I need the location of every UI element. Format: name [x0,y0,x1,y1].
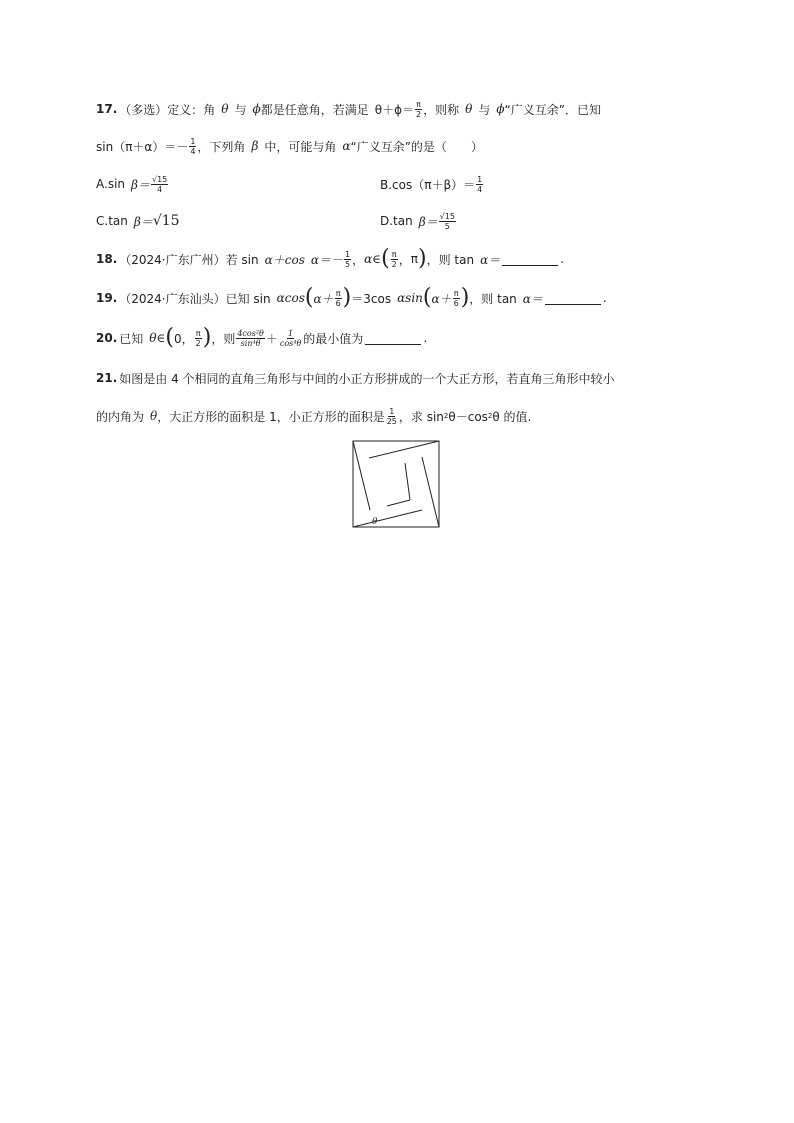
q21-number: 21. [96,371,118,385]
q21-theta: θ [150,409,158,423]
one-quarter-fraction: $\frac{1}{4}$ [477,174,483,194]
q20-period: . [423,331,428,345]
pi-over-6-fraction: $\frac{\pi}{6}$ [335,288,341,308]
q17-alpha: α [342,139,351,153]
q18-text: （2024·广东广州）若 sin [119,252,259,267]
q17-number: 17. [96,102,118,116]
option-d-expr: β＝ [418,214,438,229]
q17-condition: sin（π＋α）＝－ [96,139,189,154]
q18-expr: α＝－ [310,252,343,267]
option-c-expr: β＝ [133,214,153,229]
q18-pi: π [410,252,419,266]
option-b-label: B.cos（π＋β）＝ [380,177,476,192]
q17-option-b[interactable] [380,172,484,196]
q19-answer-blank[interactable] [545,292,601,305]
q20-fraction-2: $\frac{1}{\text{cos⁴θ}}$ [279,328,302,348]
q20-expr: 0， [173,331,194,346]
q19-line [96,286,607,310]
q18-comma: ， [398,252,411,267]
option-c-label: C.tan [96,214,128,228]
q17-text: 与 [234,102,247,117]
q17-option-c[interactable] [96,209,180,233]
q19-paren-open: ( [422,285,432,310]
q17-theta: θ [465,102,473,116]
q20-line [96,326,427,350]
q17-text: “广义互余”．已知 [504,102,601,117]
q17-phi: ϕ [252,102,261,116]
q19-paren-close: ) [342,285,352,310]
q21-text: ，大正方形的面积是 1，小正方形的面积是 [157,409,385,424]
q17-option-d[interactable] [380,209,457,233]
option-a-expr: β＝ [131,177,150,192]
q21-line2 [96,404,531,428]
q17-text: 与 [478,102,491,117]
q19-text: ，则 tan [469,291,517,306]
q20-expr: θ∈ [149,331,166,345]
option-a-label: A.sin [96,177,126,191]
q17-text: （多选）定义：角 [119,102,216,117]
q19-expr: ＝3cos [351,291,392,306]
q17-text: 中，可能与角 [264,139,337,154]
triangle-edge [369,441,439,458]
q17-line2 [96,134,483,158]
pi-over-2-fraction: $\frac{\pi}{2}$ [416,99,422,119]
q21-text: ，求 sin [398,409,444,424]
q21-sup: 2 [487,412,493,420]
q18-period: . [560,252,565,266]
pi-over-2-fraction: $\frac{\pi}{2}$ [391,249,397,269]
one-fifth-fraction: $\frac{1}{5}$ [344,249,351,269]
q19-paren-open: ( [304,285,314,310]
pi-over-2-fraction: $\frac{\pi}{2}$ [195,328,201,348]
q17-option-a[interactable] [96,172,169,196]
q17-text: “广义互余”的是（ [350,139,447,154]
q20-paren-close: ) [202,325,212,350]
q17-beta: β [251,139,259,153]
q18-paren-open: ( [381,246,390,271]
one-quarter-fraction: $\frac{1}{4}$ [190,136,196,156]
q20-plus: ＋ [265,331,278,346]
q20-answer-blank[interactable] [365,332,421,345]
q19-text: （2024·广东汕头）已知 sin [119,291,271,306]
sqrt15-over-5-fraction: $\frac{√15}{5}$ [439,211,455,231]
q20-number: 20. [96,331,118,345]
theta-label: θ [372,517,378,527]
q18-line [96,247,564,271]
sqrt15-over-4-fraction: $\frac{√15}{4}$ [151,174,168,194]
option-d-label: D.tan [380,214,413,228]
q18-expr: α＝ [480,252,501,267]
q19-expr: αcos [276,291,305,305]
q20-text: 已知 [119,331,144,346]
q17-theta: θ [221,102,229,116]
q21-line1 [96,366,615,390]
q19-expr: α＋ [431,291,452,306]
pi-over-6-fraction: $\frac{\pi}{6}$ [453,288,459,308]
q17-phi: ϕ [496,102,505,116]
triangle-edge [353,441,370,510]
q18-text: ，则 tan [426,252,475,267]
q19-expr: α＋ [313,291,334,306]
q21-text: θ－cos [448,409,488,424]
q18-paren-close: ) [418,246,427,271]
one-25th-fraction: $\frac{1}{25}$ [386,406,397,426]
q19-expr: α＝ [522,291,543,306]
triangle-edge [422,457,439,527]
q21-sup: 2 [443,412,449,420]
q17-expr: θ＋ϕ＝ [374,102,414,117]
q17-text: ，下列角 [197,139,246,154]
q20-text: 的最小值为 [303,331,364,346]
q18-alpha-in: α∈ [364,252,382,266]
inner-square-edge [387,500,410,506]
q18-expr: α＋cos [264,252,305,267]
inner-square-area [369,457,422,510]
q20-text: ，则 [211,331,236,346]
q17-text: 都是任意角，若满足 [260,102,369,117]
q17-text: ，则称 [423,102,460,117]
q21-text: θ 的值. [492,409,532,424]
q17-text: ） [470,139,483,154]
q21-text: 如图是由 4 个相同的直角三角形与中间的小正方形拼成的一个大正方形，若直角三角形中较小 [119,371,615,386]
sqrt15: √15 [152,213,180,229]
outer-square [353,441,439,527]
triangle-edge [353,510,422,527]
q19-expr: αsin [397,291,423,305]
q17-line1 [96,97,601,121]
q19-paren-close: ) [460,285,470,310]
q20-paren-open: ( [165,325,174,350]
pinwheel-square-figure [352,440,442,530]
q18-number: 18. [96,252,118,266]
q19-period: . [602,291,607,305]
q21-text: 的内角为 [96,409,145,424]
q18-text: ， [352,252,365,267]
inner-square-edge [405,463,410,500]
q20-fraction-1: $\frac{\text{4cos²θ}}{\text{sin⁴θ}}$ [237,328,264,348]
q19-number: 19. [96,291,118,305]
q18-answer-blank[interactable] [502,253,558,266]
